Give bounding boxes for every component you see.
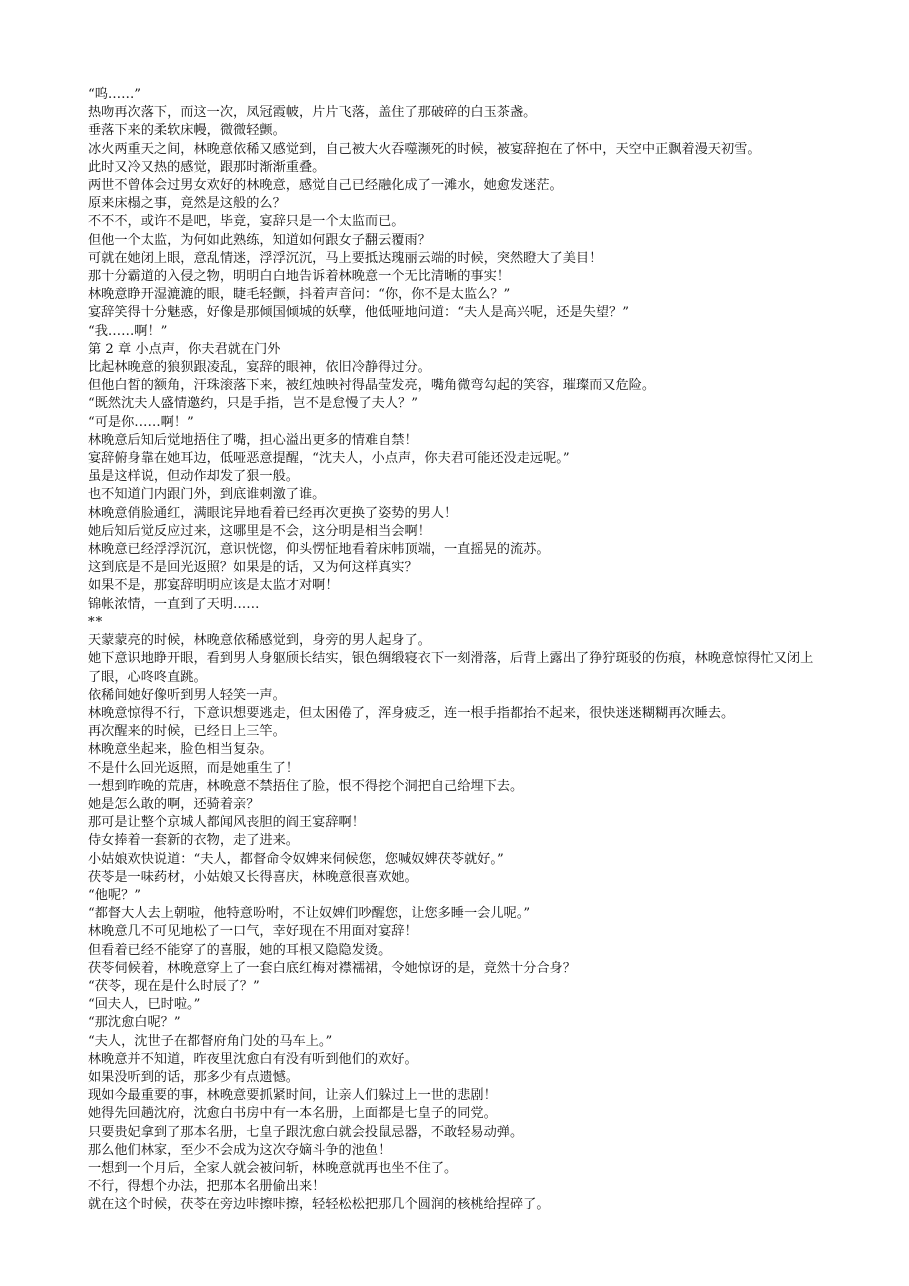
paragraph: 她得先回趟沈府，沈愈白书房中有一本名册，上面都是七皇子的同党。	[88, 1106, 497, 1122]
paragraph: 林晚意坐起来，脸色相当复杂。	[88, 742, 273, 758]
paragraph: 她是怎么敢的啊，还骑着亲？	[88, 796, 260, 812]
paragraph: 就在这个时候，茯苓在旁边咔擦咔擦，轻轻松松把那几个圆润的核桃给捏碎了。	[88, 1197, 550, 1213]
paragraph: “夫人，沈世子在都督府角门处的马车上。”	[88, 1033, 333, 1049]
paragraph: 如果不是，那宴辞明明应该是太监才对啊！	[88, 578, 339, 594]
paragraph: 但他一个太监，为何如此熟练，知道如何跟女子翻云覆雨？	[88, 232, 431, 248]
paragraph: 锦帐浓情，一直到了天明……	[88, 596, 260, 612]
paragraph: 虽是这样说，但动作却发了狠一般。	[88, 469, 299, 485]
paragraph: 此时又冷又热的感觉，跟那时渐渐重叠。	[88, 159, 326, 175]
paragraph: 茯苓是一味药材，小姑娘又长得喜庆，林晚意很喜欢她。	[88, 869, 418, 885]
paragraph: 可就在她闭上眼，意乱情迷，浮浮沉沉，马上要抵达瑰丽云端的时候，突然瞪大了美目！	[88, 250, 603, 266]
paragraph: 不是什么回光返照，而是她重生了！	[88, 760, 299, 776]
paragraph: “既然沈夫人盛情邀约，只是手指，岂不是怠慢了夫人？”	[88, 396, 418, 412]
paragraph: 一想到一个月后，全家人就会被问斩，林晚意就再也坐不住了。	[88, 1160, 458, 1176]
paragraph: 不行，得想个办法，把那本名册偷出来！	[88, 1179, 326, 1195]
paragraph: “茯苓，现在是什么时辰了？”	[88, 978, 260, 994]
paragraph: 那十分霸道的入侵之物，明明白白地告诉着林晚意一个无比清晰的事实！	[88, 269, 510, 285]
paragraph: 一想到昨晚的荒唐，林晚意不禁捂住了脸，恨不得挖个洞把自己给埋下去。	[88, 778, 524, 794]
paragraph: 茯苓伺候着，林晚意穿上了一套白底红梅对襟襦裙，令她惊讶的是，竟然十分合身？	[88, 960, 576, 976]
paragraph: 林晚意惊得不行，下意识想要逃走，但太困倦了，浑身疲乏，连一根手指都抬不起来，很快迷迷糊糊再次睡去。	[88, 705, 735, 721]
paragraph: 那么他们林家，至少不会成为这次夺嫡斗争的池鱼！	[88, 1142, 392, 1158]
paragraph: “都督大人去上朝啦，他特意吩咐，不让奴婢们吵醒您，让您多睡一会儿呢。”	[88, 906, 531, 922]
paragraph: 那可是让整个京城人都闻风丧胆的阎王宴辞啊！	[88, 815, 365, 831]
paragraph: 天蒙蒙亮的时候，林晚意依稀感觉到，身旁的男人起身了。	[88, 633, 431, 649]
paragraph: 再次醒来的时候，已经日上三竿。	[88, 724, 286, 740]
paragraph: 也不知道门内跟门外，到底谁刺激了谁。	[88, 487, 326, 503]
paragraph: 林晚意几不可见地松了一口气，幸好现在不用面对宴辞！	[88, 924, 418, 940]
paragraph: “可是你……啊！”	[88, 414, 194, 430]
paragraph: 她后知后觉反应过来，这哪里是不会，这分明是相当会啊！	[88, 523, 431, 539]
paragraph: “他呢？”	[88, 887, 142, 903]
paragraph: 林晚意并不知道，昨夜里沈愈白有没有听到他们的欢好。	[88, 1051, 418, 1067]
paragraph: 林晚意睁开湿漉漉的眼，睫毛轻颤，抖着声音问：“你，你不是太监么？”	[88, 287, 511, 303]
paragraph: 这到底是不是回光返照？如果是的话，又为何这样真实？	[88, 560, 418, 576]
section-separator: **	[88, 614, 104, 630]
paragraph: 宴辞笑得十分魅惑，好像是那倾国倾城的妖孽，他低哑地问道：“夫人是高兴呢，还是失望？”	[88, 305, 629, 321]
paragraph: 比起林晚意的狼狈跟凌乱，宴辞的眼神，依旧冷静得过分。	[88, 360, 431, 376]
paragraph: “回夫人，巳时啦。”	[88, 997, 201, 1013]
paragraph: 依稀间她好像听到男人轻笑一声。	[88, 687, 286, 703]
paragraph: 现如今最重要的事，林晚意要抓紧时间，让亲人们躲过上一世的悲剧！	[88, 1088, 497, 1104]
paragraph: “呜……”	[88, 87, 142, 102]
document-page	[88, 86, 823, 1215]
paragraph: 垂落下来的柔软床幔，微微轻颤。	[88, 123, 286, 139]
paragraph: 两世不曾体会过男女欢好的林晚意，感觉自己已经融化成了一滩水，她愈发迷茫。	[88, 178, 563, 194]
paragraph: “我……啊！”	[88, 323, 168, 339]
section-1	[88, 86, 823, 341]
paragraph: 林晚意俏脸通红，满眼诧异地看着已经再次更换了姿势的男人！	[88, 505, 458, 521]
section-3	[88, 632, 823, 1215]
paragraph: 不不不，或许不是吧，毕竟，宴辞只是一个太监而已。	[88, 214, 405, 230]
paragraph: 林晚意后知后觉地捂住了嘴，担心溢出更多的情难自禁！	[88, 432, 418, 448]
paragraph: 但看着已经不能穿了的喜服，她的耳根又隐隐发烫。	[88, 942, 392, 958]
paragraph: 林晚意已经浮浮沉沉，意识恍惚，仰头愣怔地看着床帏顶端，一直摇晃的流苏。	[88, 542, 550, 558]
paragraph: 她下意识地睁开眼，看到男人身躯颀长结实，银色绸缎寝衣下一刻滑落，后背上露出了狰狞斑驳的伤痕，林晚意惊得忙又闭上了眼，心咚咚直跳。	[88, 651, 814, 685]
paragraph: “那沈愈白呢？”	[88, 1015, 181, 1031]
paragraph: 侍女捧着一套新的衣物，走了进来。	[88, 833, 299, 849]
paragraph: 如果没听到的话，那多少有点遗憾。	[88, 1069, 299, 1085]
section-2	[88, 359, 823, 614]
paragraph: 小姑娘欢快说道：“夫人，都督命令奴婢来伺候您，您喊奴婢茯苓就好。”	[88, 851, 504, 867]
paragraph: 但他白皙的额角，汗珠滚落下来，被红烛映衬得晶莹发亮，嘴角微弯勾起的笑容，璀璨而又危险。	[88, 378, 656, 394]
paragraph: 宴辞俯身靠在她耳边，低哑恶意提醒，“沈夫人，小点声，你夫君可能还没走远呢。”	[88, 451, 570, 467]
paragraph: 热吻再次落下，而这一次，凤冠霞帔，片片飞落，盖住了那破碎的白玉茶盏。	[88, 105, 537, 121]
chapter-title: 第 2 章 小点声，你夫君就在门外	[88, 341, 281, 357]
paragraph: 原来床榻之事，竟然是这般的么？	[88, 196, 286, 212]
paragraph: 只要贵妃拿到了那本名册，七皇子跟沈愈白就会投鼠忌器，不敢轻易动弹。	[88, 1124, 524, 1140]
paragraph: 冰火两重天之间，林晚意依稀又感觉到，自己被大火吞噬濒死的时候，被宴辞抱在了怀中，天空中正飘着漫天初雪。	[88, 141, 761, 157]
